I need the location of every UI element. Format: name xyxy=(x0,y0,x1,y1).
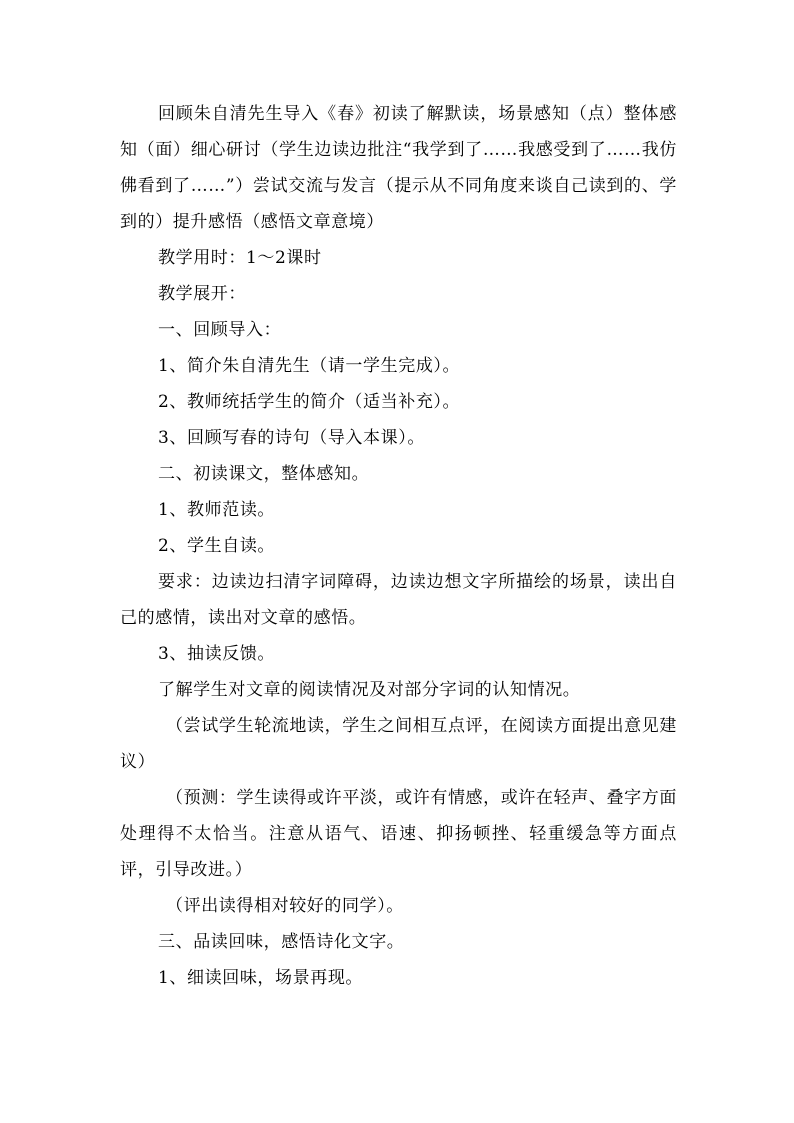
list-item: 1、教师范读。 xyxy=(158,500,276,520)
paragraph-overview: 回顾朱自清先生导入《春》初读了解默读，场景感知（点）整体感知（面）细心研讨（学生边读边批注“我学到了……我感受到了……我仿佛看到了……”）尝试交流与发言（提示从不同角度来谈自己读到的、学到的）提升感悟（感悟文章意境） xyxy=(120,104,677,232)
list-item: 2、教师统括学生的简介（适当补充）。 xyxy=(158,392,461,412)
list-item: 1、细读回味，场景再现。 xyxy=(158,968,364,988)
paragraph-note-try: （尝试学生轮流地读，学生之间相互点评，在阅读方面提出意见建议） xyxy=(120,716,677,772)
paragraph-requirements: 要求：边读边扫清字词障碍，边读边想文字所描绘的场景，读出自己的感情，读出对文章的感悟。 xyxy=(120,572,677,628)
section-heading-first-reading: 二、初读课文，整体感知。 xyxy=(158,464,370,484)
paragraph-teaching-process: 教学展开： xyxy=(158,284,246,304)
paragraph-teaching-time: 教学用时：1～2课时 xyxy=(158,248,322,268)
list-item: 2、学生自读。 xyxy=(158,536,276,556)
list-item: 3、回顾写春的诗句（导入本课）。 xyxy=(158,428,425,448)
list-item: 3、抽读反馈。 xyxy=(158,644,276,664)
paragraph-note-evaluate: （评出读得相对较好的同学）。 xyxy=(166,896,404,916)
paragraph-note-predict: （预测：学生读得或许平淡，或许有情感，或许在轻声、叠字方面处理得不太恰当。注意从语气、语速、抑扬顿挫、轻重缓急等方面点评，引导改进。） xyxy=(120,788,677,880)
list-item: 1、简介朱自清先生（请一学生完成）。 xyxy=(158,356,461,376)
section-heading-review-intro: 一、回顾导入： xyxy=(158,320,282,340)
section-heading-savoring: 三、品读回味，感悟诗化文字。 xyxy=(158,932,405,952)
paragraph-understanding: 了解学生对文章的阅读情况及对部分字词的认知情况。 xyxy=(158,680,581,700)
